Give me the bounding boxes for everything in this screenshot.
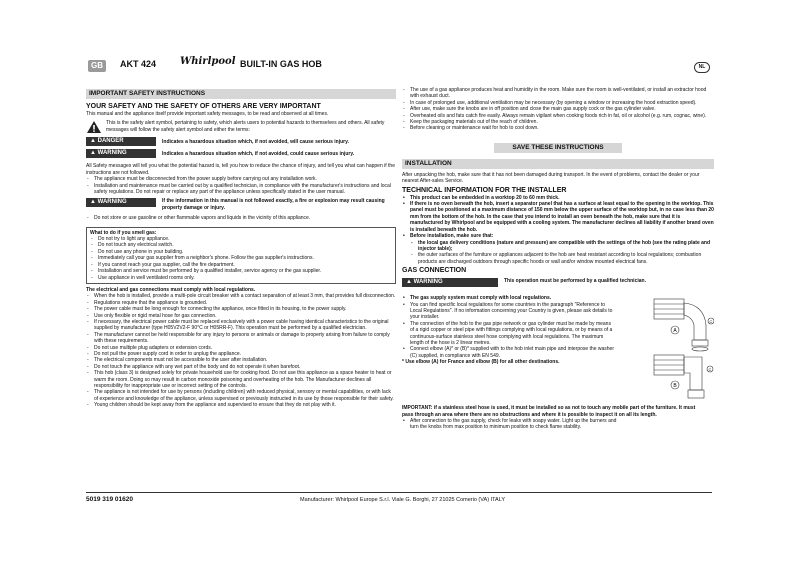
warning2-label: ▲ WARNING: [86, 198, 156, 207]
gas-warning-triangle-icon: ▲: [406, 279, 414, 286]
list-item: • The gas supply system must comply with local regulations.: [402, 295, 614, 301]
danger-triangle-icon: ▲: [90, 138, 98, 145]
warning2-triangle-icon: ▲: [90, 199, 98, 206]
model-number: AKT 424: [120, 59, 157, 69]
smell-gas-title: What to do if you smell gas:: [90, 229, 157, 236]
all-safety-text: All Safety messages will tell you what the potential hazard is, tell you how to reduce the chance of injury, and tell you what can happen if the instructions are not followed.: [86, 163, 395, 176]
list-item: - In case of prolonged use, additional ventilation may be necessary (by opening a window or increasing the hood extraction speed).: [402, 100, 714, 106]
list-item: - This hob (class 3) is designed solely for private household use for cooking food. Do not use this appliance as a space heater to heat or warm the room. Doing so may result in carbon monoxide poisoning and overheating of the hob. The Manufacturer declines all responsibility for inappropriate use or incorrect setting of the controls.: [86, 370, 396, 389]
list-item: • You can find specific local regulations for some countries in the paragraph "Reference to Local Regulations". If no information concerning your Country is given, please ask details to your installer.: [402, 302, 614, 321]
store-list: [86, 215, 396, 221]
list-item: • This product can be embedded in a worktop 20 to 60 mm thick.: [402, 195, 714, 201]
section-title-installation: INSTALLATION: [402, 159, 714, 169]
important-note: IMPORTANT: if a stainless steel hose is used, it must be installed so as not to touch any mobile part of the furniture. It must pass through an area where there are no obstructions and where it is possible to inspect it on all its length.: [402, 405, 696, 418]
warning-triangle-icon: [86, 120, 102, 134]
section-title-safety: IMPORTANT SAFETY INSTRUCTIONS: [86, 89, 396, 99]
electrical-title: The electrical and gas connections must comply with local regulations.: [86, 286, 256, 293]
list-item: • Connect elbow (A)* or (B)* supplied with to the hob inlet main pipe and interpose the washer (C) supplied, in compliance with EN 549.: [402, 346, 614, 359]
list-item: - the outer surfaces of the furniture or appliances adjacent to the hob are heat resistant according to local regulations; combustion products are discharged outdoors through specific hoods or wall and/or window mounted electrical fans.: [410, 252, 714, 265]
gas-connection-block: [402, 295, 714, 405]
list-item: - Use only flexible or rigid metal hose for gas connection.: [86, 313, 396, 319]
list-item: - When the hob is installed, provide a multi-pole circuit breaker with a contact separation of at least 3 mm, that provides full disconnection.: [86, 293, 396, 299]
manufacturer-address: Manufacturer: Whirlpool Europe S.r.l. Viale G. Borghi, 27 21025 Comerio (VA) ITALY: [300, 497, 506, 503]
gas-warning-row: [402, 278, 714, 287]
list-item: - Before cleaning or maintenance wait for hob to cool down.: [402, 125, 714, 131]
list-item: - Young children should be kept away from the appliance and supervised to ensure that they do not play with it.: [86, 402, 396, 408]
technical-title: TECHNICAL INFORMATION FOR THE INSTALLER: [402, 186, 567, 194]
footer-rule: [86, 492, 712, 493]
installation-text: After unpacking the hob, make sure that it has not been damaged during transport. In the event of problems, contact the dealer or your nearest After-sales Service.: [402, 171, 700, 185]
safety-list-1: [86, 176, 396, 195]
list-item: • After connection to the gas supply, check for leaks with soapy water. Light up the burners and turn the knobs from max position to minimum position to check flame stability.: [402, 418, 622, 431]
electrical-list: [86, 293, 396, 408]
list-item: - Do not try to light any appliance.: [90, 236, 392, 242]
list-item: - Do not use multiple plug adapters or extension cords.: [86, 345, 396, 351]
list-item: - the local gas delivery conditions (nature and pressure) are compatible with the settings of the hob (see the rating plate and injector table);: [410, 240, 714, 253]
warning-triangle-icon: ▲: [90, 150, 98, 157]
gas-warning-text: This operation must be performed by a qualified technician.: [504, 278, 646, 285]
list-item: - Installation and maintenance must be carried out by a qualified technician, in compliance with the manufacturer's instructions and local safety regulations. Do not repair or replace any part of the appliance unless specifically stated in the user manual.: [86, 183, 396, 196]
elbow-fittings-figure: [614, 295, 714, 405]
gas-warning-label: ▲ WARNING: [402, 278, 498, 287]
warning-text: Indicates a hazardous situation which, if not avoided, could cause serious injury.: [162, 150, 355, 157]
danger-row: [86, 137, 396, 146]
elbow-b-figure: [654, 355, 713, 398]
intro-text: This manual and the appliance itself provide important safety messages, to be read and observed at all times.: [86, 111, 329, 117]
save-banner: [402, 136, 714, 154]
list-item: • The connection of the hob to the gas pipe network or gas cylinder must be made by means of a rigid copper or steel pipe with fittings complying with local regulations, or by means of a continuous-surface stainless steel hose complying with local regulations. The maximum length of the hose is 2 linear metres.: [402, 321, 614, 347]
technical-list: [402, 195, 714, 240]
language-badge: GB: [88, 60, 106, 72]
warning-row: [86, 149, 396, 158]
right-column: [402, 87, 714, 431]
list-item: • Before installation, make sure that:: [402, 233, 714, 239]
after-list: [402, 418, 622, 431]
list-item: - The electrical components must not be accessible to the user after installation.: [86, 357, 396, 363]
gas-connection-title: GAS CONNECTION: [402, 267, 467, 275]
list-item: - Installation and service must be performed by a qualified installer, service agency or the gas supplier.: [90, 268, 392, 274]
brand-logo: Whirlpool: [180, 56, 236, 67]
list-item: - The appliance must be disconnected from the power supply before carrying out any installation work.: [86, 176, 396, 182]
figure-label-c-2: C: [708, 367, 712, 373]
list-item: - If necessary, the electrical power cable must be replaced exclusively with a power cable having identical characteristics to the original supplied by manufacturer (type H05V2V2-F 90°C or H05RR-F). This operation must be performed by a qualified electrician.: [86, 319, 396, 332]
smell-gas-list: [90, 236, 392, 281]
danger-text: Indicates a hazardous situation which, if not avoided, will cause serious injury.: [162, 138, 349, 145]
list-item: - Keep the packaging materials out of the reach of children.: [402, 119, 714, 125]
smell-gas-box: [86, 227, 396, 284]
list-item: - Immediately call your gas supplier from a neighbor's phone. Follow the gas supplier's instructions.: [90, 255, 392, 261]
gas-elbow-note: * Use elbow (A) for France and elbow (B) for all other destinations.: [402, 359, 560, 366]
list-item: - Use appliance in well ventilated rooms only.: [90, 275, 392, 281]
figure-label-a: A: [673, 328, 677, 335]
warning2-text: If the information in this manual is not followed exactly, a fire or explosion may result causing property damage or injury.: [162, 198, 385, 211]
list-item: • If there is no oven beneath the hob, insert a separator panel that has a surface at least equal to the opening in the worktop. This panel must be positioned at a maximum distance of 150 mm below the upper surface of the worktop but, in no case less than 20 mm from the bottom of the hob. In the case that you intend to install an oven beneath the hob, make sure that it is manufactured by Whirlpool and be equipped with a cooling system. The manufacturer declines all liability if another brand oven is installed beneath the hob.: [402, 201, 714, 233]
list-item: - Do not touch the appliance with any wet part of the body and do not operate it when barefoot.: [86, 364, 396, 370]
save-instructions-label: SAVE THESE INSTRUCTIONS: [494, 143, 621, 153]
list-item: - The appliance is not intended for use by persons (including children) with reduced physical, sensory or mental capabilities, or with lack of experience and knowledge of the appliance, unless supervised or previously instructed in its use by those responsible for their safety.: [86, 389, 396, 402]
top-list: [402, 87, 714, 132]
document-code: 5019 319 01620: [86, 496, 133, 503]
gas-list: [402, 295, 614, 359]
danger-label: ▲ DANGER: [86, 137, 156, 146]
list-item: - After use, make sure the knobs are in off position and close the main gas supply cock or the gas cylinder valve.: [402, 106, 714, 112]
list-item: - The use of a gas appliance produces heat and humidity in the room. Make sure the room is well-ventilated, or install an extractor hood with exhaust duct.: [402, 87, 714, 100]
safety-heading: YOUR SAFETY AND THE SAFETY OF OTHERS ARE VERY IMPORTANT: [86, 103, 321, 110]
warning-label: ▲ WARNING: [86, 149, 156, 158]
list-item: - Do not store or use gasoline or other flammable vapors and liquids in the vicinity of this appliance.: [86, 215, 396, 221]
list-item: - The power cable must be long enough for connecting the appliance, once fitted in its housing, to the power supply.: [86, 306, 396, 312]
next-language-badge: NL: [694, 62, 710, 73]
left-column: [86, 89, 396, 409]
alert-text: This is the safety alert symbol, pertaining to safety, which alerts users to potential hazards to themselves and others. All safety messages will follow the safety alert symbol and either the terms:: [106, 120, 385, 133]
list-item: - Do not pull the power supply cord in order to unplug the appliance.: [86, 351, 396, 357]
list-item: - The manufacturer cannot be held responsible for any injury to persons or animals or damage to property arising from failure to comply with these requirements.: [86, 332, 396, 345]
list-item: - Do not touch any electrical switch.: [90, 242, 392, 248]
list-item: - Regulations require that the appliance is grounded.: [86, 300, 396, 306]
figure-label-b: B: [673, 383, 677, 390]
warning2-row: [86, 198, 396, 211]
list-item: - If you cannot reach your gas supplier, call the fire department.: [90, 262, 392, 268]
list-item: - Overheated oils and fats catch fire easily. Always remain vigilant when cooking foods rich in fat, oil or alcohol (e.g. rum, cognac, wine).: [402, 113, 714, 119]
elbow-a-figure: [654, 299, 714, 351]
alert-block: [86, 120, 396, 134]
technical-sublist: [410, 240, 714, 266]
page-title: BUILT-IN GAS HOB: [240, 59, 322, 69]
list-item: - Do not use any phone in your building.: [90, 249, 392, 255]
figure-label-c: C: [709, 319, 713, 325]
gas-text-column: [402, 295, 614, 405]
